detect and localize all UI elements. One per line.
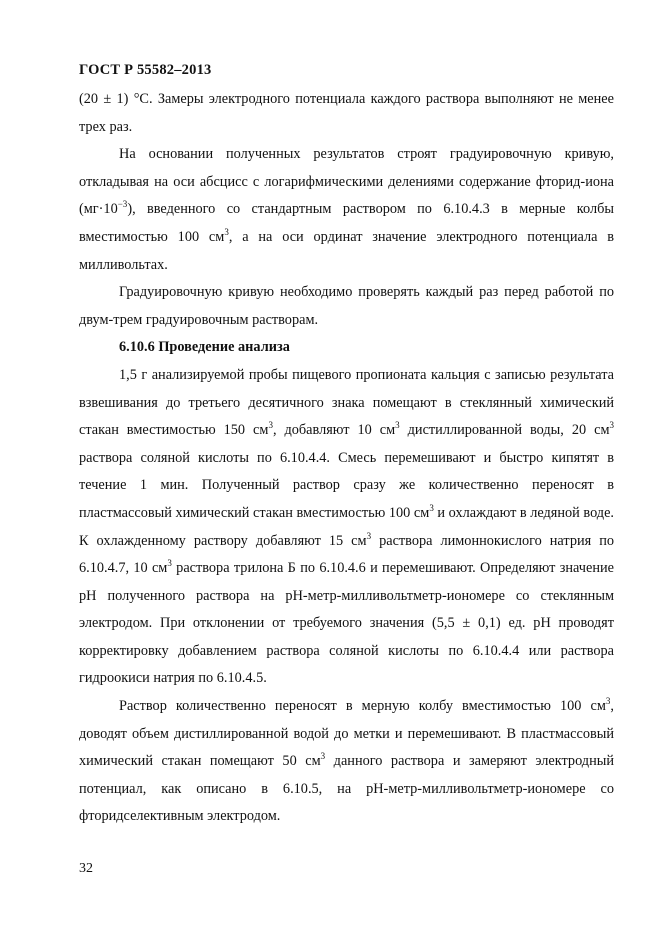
text-run: раствора трилона Б по 6.10.4.6 и перемешивают. Определяют значение pH полученного раствора на pH-метр-милливольтметр-иономере со стеклянным электродом. При отклонении от требуемого значения (5,5 ± 0,1) ед. pH проводят корректировку добавлением раствора соляной кислоты по 6.10.4.4 или раствора гидроокиси натрия по 6.10.4.5. (79, 560, 614, 687)
text-run: дистиллированной воды, 20 см (399, 422, 610, 439)
section-title: 6.10.6 Проведение анализа (119, 339, 290, 356)
superscript: 3 (609, 420, 614, 431)
text-run: Раствор количественно переносят в мерную колбу вместимостью 100 см (119, 698, 606, 715)
text-run: На основании полученных результатов строят градуировочную кривую, откладывая на оси абсцисс с логарифмическими делениями содержание фторид-иона (мг·10 (79, 146, 614, 218)
text-run: и охлаждают в ледяной воде. К охлажденному раствору добавляют 15 см (79, 504, 615, 549)
text-run: ), введенного со стандартным раствором по 6.10.4.3 в мерные колбы вместимостью 100 см (79, 201, 614, 245)
superscript: 3 (429, 502, 434, 513)
text-run: , а на оси ординат значение электродного потенциала в милливольтах. (79, 228, 614, 273)
text-run: 1,5 г анализируемой пробы пищевого пропионата кальция с записью результата взвешивания до третьего десятичного знака помещают в стеклянный химический стакан вместимостью 150 см (79, 366, 614, 439)
page-number: 32 (79, 861, 93, 876)
superscript: 3 (224, 226, 229, 237)
document-body (79, 86, 614, 831)
text-run: раствора соляной кислоты по 6.10.4.4. Смесь перемешивают и быстро кипятят в течение 1 мин. Полученный раствор сразу же количественно переносят в пластмассовый химический стакан вместимостью 100 см (79, 449, 614, 521)
superscript: −3 (117, 199, 128, 210)
superscript: 3 (268, 420, 273, 431)
superscript: 3 (366, 530, 372, 541)
superscript: 3 (605, 696, 611, 707)
superscript: 3 (395, 420, 400, 431)
paragraph-analysis-procedure (79, 362, 614, 693)
text-run: данного раствора и замеряют электродный потенциал, как описано в 6.10.5, на pH-метр-милливольтметр-иономере со фторидселективным электродом. (79, 753, 614, 825)
superscript: 3 (167, 558, 172, 569)
text-run: раствора лимоннокислого натрия по 6.10.4.7, 10 см (79, 532, 614, 577)
standard-header: ГОСТ Р 55582–2013 (79, 62, 212, 78)
paragraph-calibration-curve (79, 141, 614, 279)
text-run: , добавляют 10 см (272, 422, 396, 439)
paragraph-continuation: (20 ± 1) °С. Замеры электродного потенциала каждого раствора выполняют не менее трех раз. (79, 91, 614, 135)
paragraph-curve-check: Градуировочную кривую необходимо проверять каждый раз перед работой по двум-трем градуировочным растворам. (79, 284, 614, 328)
paragraph-measurement (79, 693, 614, 831)
text-run: , доводят объем дистиллированной водой до метки и перемешивают. В пластмассовый химический стакан помещают 50 см (79, 698, 614, 770)
superscript: 3 (320, 751, 326, 762)
